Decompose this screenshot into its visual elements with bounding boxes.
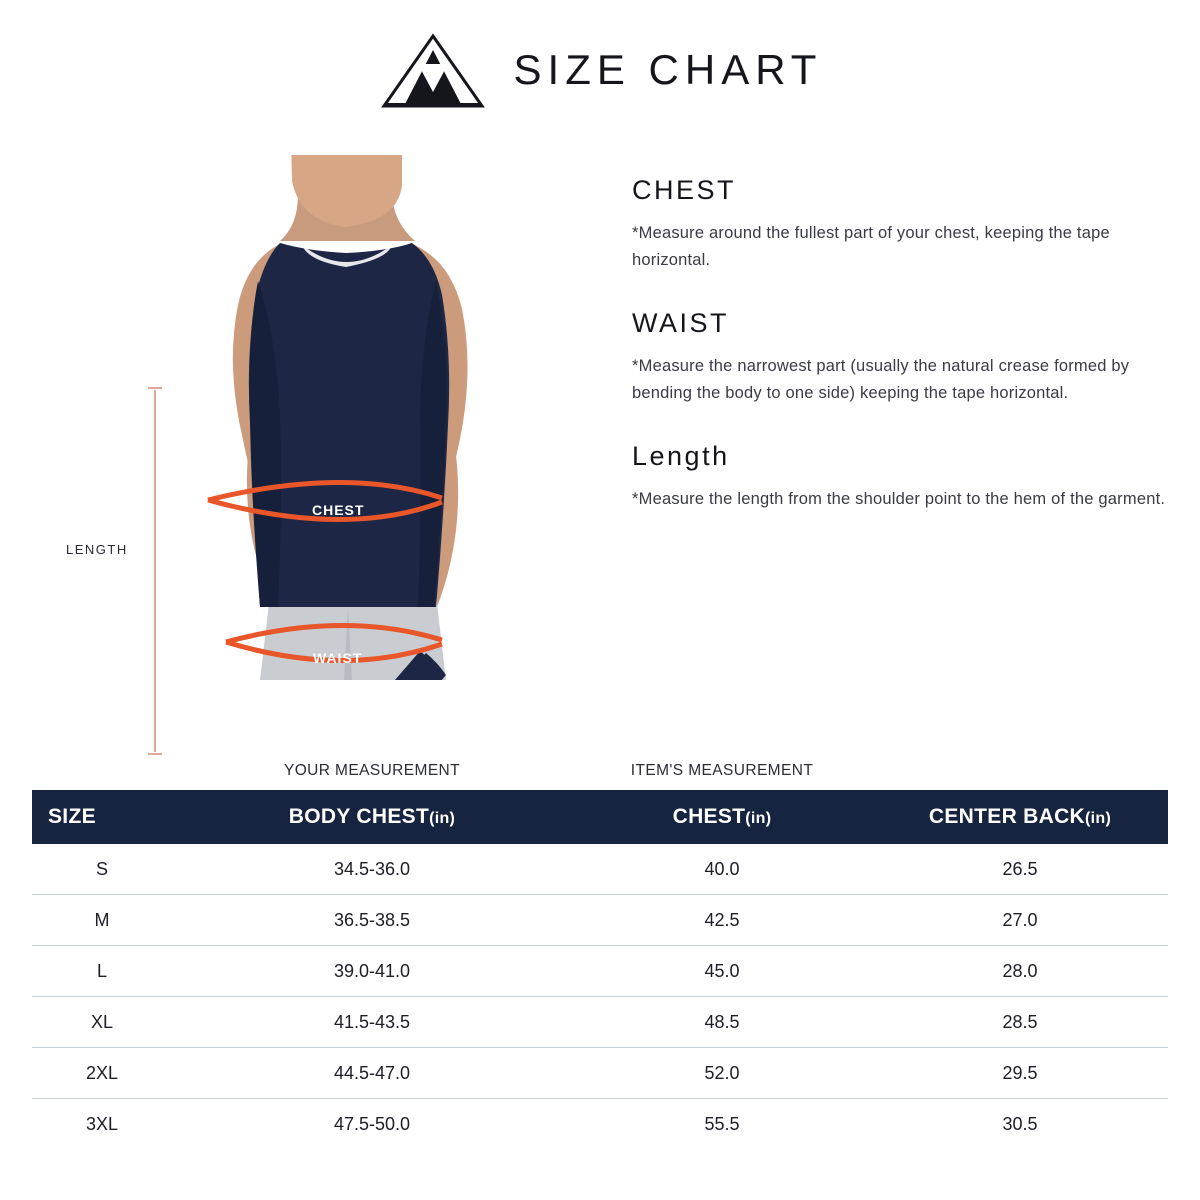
table-row <box>32 1048 1168 1099</box>
cell-center-back: 28.5 <box>1002 1011 1038 1032</box>
cell-body-chest: 47.5-50.0 <box>333 1114 411 1134</box>
column-header-body-chest-unit: (in) <box>429 810 456 827</box>
note-length <box>632 441 1172 513</box>
cell-chest: 48.5 <box>704 1011 740 1032</box>
cell-size: XL <box>90 1011 114 1032</box>
cell-body-chest: 34.5-36.0 <box>333 858 411 879</box>
note-waist <box>632 308 1172 407</box>
cell-size: 2XL <box>85 1062 119 1083</box>
cell-chest: 55.5 <box>704 1114 740 1134</box>
column-header-center-back-label: CENTER BACK <box>928 805 1086 828</box>
cell-size: 3XL <box>85 1114 119 1134</box>
cell-size: L <box>96 960 107 981</box>
cell-center-back: 26.5 <box>1002 858 1038 879</box>
measurement-illustration <box>30 150 610 680</box>
cell-chest: 52.0 <box>704 1062 740 1083</box>
column-header-body-chest <box>172 805 572 829</box>
cell-center-back: 28.0 <box>1002 960 1038 981</box>
size-table <box>32 752 1168 1150</box>
table-row <box>32 895 1168 946</box>
note-chest-heading: CHEST <box>632 175 737 205</box>
table-header-row <box>32 790 1168 844</box>
chest-tape-label: CHEST <box>312 502 365 518</box>
note-chest <box>632 175 1172 274</box>
column-header-chest-unit: (in) <box>745 810 772 827</box>
column-header-chest-label: CHEST <box>672 805 746 828</box>
table-row <box>32 946 1168 997</box>
cell-center-back: 30.5 <box>1002 1114 1038 1134</box>
page-title: SIZE CHART <box>513 46 823 93</box>
column-header-center-back-unit: (in) <box>1085 810 1112 827</box>
table-row <box>32 1099 1168 1150</box>
page-header <box>0 30 1200 110</box>
table-row <box>32 844 1168 895</box>
cell-chest: 40.0 <box>704 858 740 879</box>
column-header-size: SIZE <box>48 805 96 828</box>
cell-chest: 42.5 <box>704 909 740 930</box>
note-chest-text: *Measure around the fullest part of your chest, keeping the tape horizontal. <box>632 224 1110 269</box>
note-length-text: *Measure the length from the shoulder point to the hem of the garment. <box>632 490 1166 508</box>
cell-body-chest: 39.0-41.0 <box>333 960 411 981</box>
group-header-items-measurement: ITEM'S MEASUREMENT <box>630 762 814 779</box>
table-group-headers <box>32 752 1168 790</box>
cell-body-chest: 44.5-47.0 <box>333 1062 411 1083</box>
cell-center-back: 27.0 <box>1002 909 1038 930</box>
measurement-notes <box>632 175 1172 513</box>
cell-body-chest: 36.5-38.5 <box>333 909 411 930</box>
triangle-mountain-logo-icon <box>378 30 488 110</box>
length-arrow-icon <box>148 382 162 760</box>
group-header-your-measurement: YOUR MEASUREMENT <box>283 762 461 779</box>
column-header-chest <box>572 805 872 829</box>
column-header-body-chest-label: BODY CHEST <box>288 805 430 828</box>
cell-size: M <box>94 909 110 930</box>
cell-body-chest: 41.5-43.5 <box>333 1011 411 1032</box>
tape-measure-overlay <box>30 150 610 680</box>
length-axis-label: LENGTH <box>66 542 128 557</box>
cell-size: S <box>95 858 108 879</box>
note-length-heading: Length <box>632 441 730 471</box>
note-waist-heading: WAIST <box>632 308 729 338</box>
cell-center-back: 29.5 <box>1002 1062 1038 1083</box>
cell-chest: 45.0 <box>704 960 740 981</box>
note-waist-text: *Measure the narrowest part (usually the natural crease formed by bending the body to one side) keeping the tape horizontal. <box>632 357 1130 402</box>
table-row <box>32 997 1168 1048</box>
column-header-center-back <box>872 805 1168 829</box>
waist-tape-label: WAIST <box>313 650 363 666</box>
